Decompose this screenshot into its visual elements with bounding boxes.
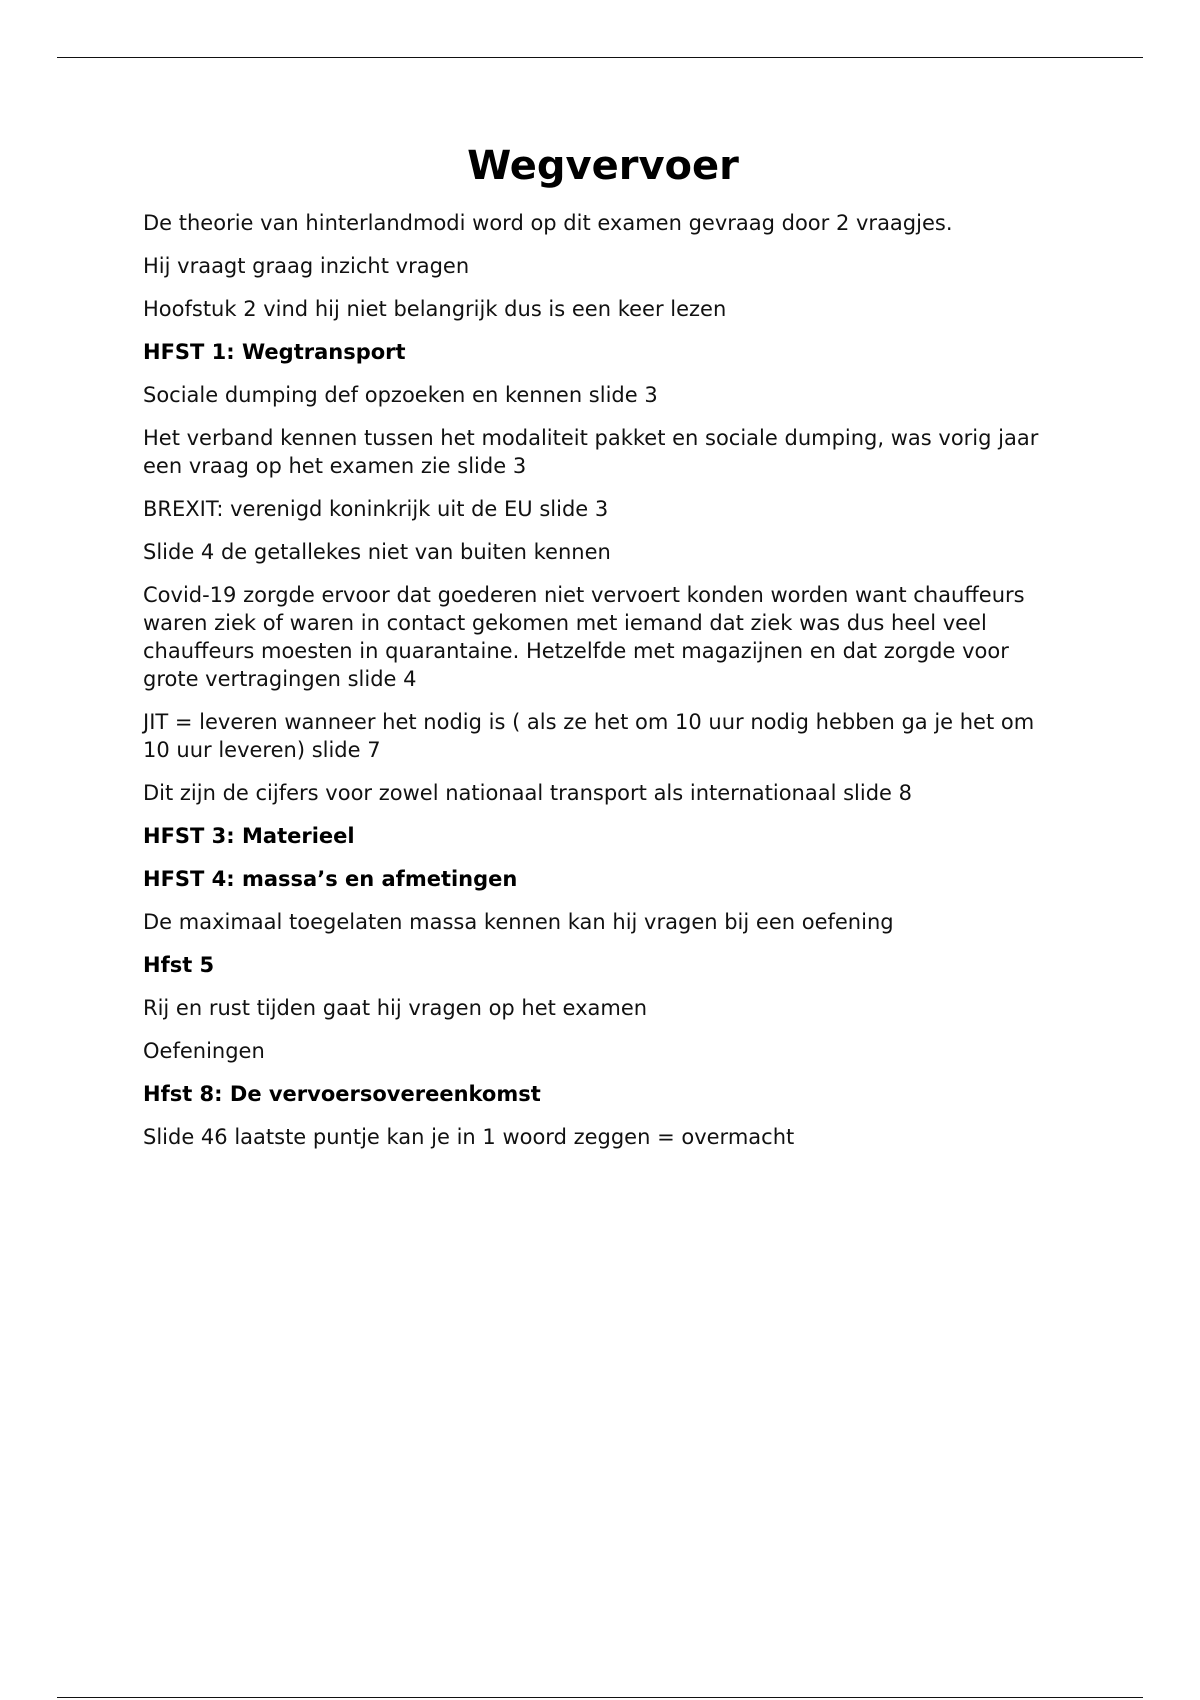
paragraph: JIT = leveren wanneer het nodig is ( als ze het om 10 uur nodig hebben ga je het om 10 uur leveren) slide 7 xyxy=(143,710,1035,762)
header-rule xyxy=(57,57,1143,58)
section-heading: HFST 1: Wegtransport xyxy=(143,340,406,364)
paragraph: Sociale dumping def opzoeken en kennen slide 3 xyxy=(143,383,658,407)
document-title: Wegvervoer xyxy=(467,143,739,189)
footer-rule xyxy=(57,1697,1143,1698)
section-heading: Hfst 8: De vervoersovereenkomst xyxy=(143,1082,541,1106)
document-body xyxy=(143,137,1063,1166)
paragraph: De theorie van hinterlandmodi word op dit examen gevraag door 2 vraagjes. xyxy=(143,211,953,235)
paragraph: Slide 4 de getallekes niet van buiten kennen xyxy=(143,540,611,564)
paragraph: De maximaal toegelaten massa kennen kan hij vragen bij een oefening xyxy=(143,910,894,934)
paragraph: BREXIT: verenigd koninkrijk uit de EU slide 3 xyxy=(143,497,609,521)
section-heading: HFST 3: Materieel xyxy=(143,824,355,848)
paragraph: Slide 46 laatste puntje kan je in 1 woord zeggen = overmacht xyxy=(143,1125,795,1149)
paragraph: Hij vraagt graag inzicht vragen xyxy=(143,254,470,278)
paragraph: Rij en rust tijden gaat hij vragen op het examen xyxy=(143,996,648,1020)
paragraph: Hoofstuk 2 vind hij niet belangrijk dus is een keer lezen xyxy=(143,297,727,321)
paragraph: Oefeningen xyxy=(143,1039,265,1063)
paragraph: Het verband kennen tussen het modaliteit pakket en sociale dumping, was vorig jaar een vraag op het examen zie slide 3 xyxy=(143,426,1039,478)
section-heading: HFST 4: massa’s en afmetingen xyxy=(143,867,518,891)
paragraph: Covid-19 zorgde ervoor dat goederen niet vervoert konden worden want chauffeurs waren ziek of waren in contact gekomen met iemand dat ziek was dus heel veel chauffeurs moesten in quarantaine. Hetzelfde met magazijnen en dat zorgde voor grote vertragingen slide 4 xyxy=(143,583,1025,691)
paragraph: Dit zijn de cijfers voor zowel nationaal transport als internationaal slide 8 xyxy=(143,781,912,805)
section-heading: Hfst 5 xyxy=(143,953,215,977)
